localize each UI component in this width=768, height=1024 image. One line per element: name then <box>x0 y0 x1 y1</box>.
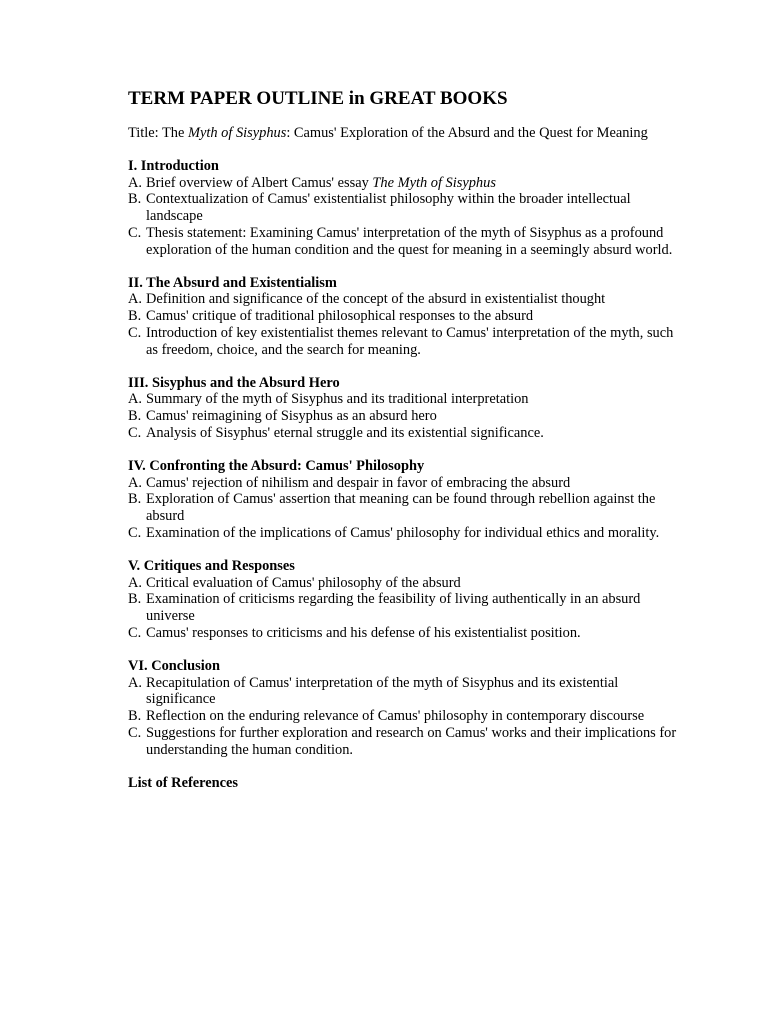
section-confronting-absurd <box>128 458 688 542</box>
section-heading: III. Sisyphus and the Absurd Hero <box>128 374 340 391</box>
outline-item <box>128 725 688 759</box>
item-text <box>146 175 688 192</box>
section-conclusion <box>128 658 688 759</box>
outline-item <box>128 675 688 709</box>
item-text: Reflection on the enduring relevance of Camus' philosophy in contemporary discourse <box>146 708 645 725</box>
item-letter: A. <box>128 391 142 408</box>
item-letter: B. <box>128 491 142 508</box>
item-letter: B. <box>128 591 142 608</box>
paper-title <box>128 125 688 142</box>
section-heading: V. Critiques and Responses <box>128 557 295 574</box>
item-text: Analysis of Sisyphus' eternal struggle and its existential significance. <box>146 424 544 441</box>
outline-item <box>128 425 688 442</box>
item-letter: A. <box>128 574 142 591</box>
outline-item <box>128 491 688 525</box>
item-letter: C. <box>128 724 142 741</box>
item-text: Examination of the implications of Camus' philosophy for individual ethics and morality. <box>146 524 660 541</box>
item-letter: B. <box>128 708 142 725</box>
item-letter: A. <box>128 674 142 691</box>
item-text: Definition and significance of the concept of the absurd in existentialist thought <box>146 291 606 308</box>
paper-title-prefix: Title: The <box>128 125 188 141</box>
item-letter: C. <box>128 624 142 641</box>
paper-title-italic: Myth of Sisyphus <box>187 125 287 141</box>
item-letter: B. <box>128 408 142 425</box>
outline-item <box>128 308 688 325</box>
paper-title-suffix: : Camus' Exploration of the Absurd and the Quest for Meaning <box>286 125 648 141</box>
section-absurd-existentialism <box>128 275 688 359</box>
item-text: Introduction of key existentialist themes relevant to Camus' interpretation of the myth, such as freedom, choice, and the search for meaning. <box>146 324 674 358</box>
item-text: Thesis statement: Examining Camus' interpretation of the myth of Sisyphus as a profound exploration of the human condition and the quest for meaning in a seemingly absurd world. <box>146 224 673 258</box>
item-letter: B. <box>128 308 142 325</box>
section-sisyphus-hero <box>128 375 688 442</box>
references-heading: List of References <box>128 774 239 791</box>
item-letter: A. <box>128 474 142 491</box>
item-text: Suggestions for further exploration and research on Camus' works and their implications for understanding the human condition. <box>146 724 677 758</box>
outline-item <box>128 591 688 625</box>
outline-item <box>128 625 688 642</box>
item-text: Recapitulation of Camus' interpretation of the myth of Sisyphus and its existential significance <box>146 674 619 708</box>
section-heading: I. Introduction <box>128 157 219 174</box>
item-text: Examination of criticisms regarding the feasibility of living authentically in an absurd universe <box>146 591 641 625</box>
outline-item <box>128 525 688 542</box>
item-letter: B. <box>128 191 142 208</box>
outline-item <box>128 408 688 425</box>
section-heading: VI. Conclusion <box>128 657 220 674</box>
item-letter: C. <box>128 324 142 341</box>
outline-item <box>128 225 688 259</box>
item-text: Exploration of Camus' assertion that meaning can be found through rebellion against the absurd <box>146 491 656 525</box>
item-text: Contextualization of Camus' existentialist philosophy within the broader intellectual landscape <box>146 191 631 225</box>
outline-item <box>128 175 688 192</box>
item-text: Camus' rejection of nihilism and despair in favor of embracing the absurd <box>146 474 571 491</box>
section-introduction <box>128 158 688 259</box>
item-text: Camus' critique of traditional philosophical responses to the absurd <box>146 308 534 325</box>
outline-item <box>128 325 688 359</box>
section-critiques-responses <box>128 558 688 642</box>
outline-item <box>128 475 688 492</box>
item-letter: A. <box>128 174 142 191</box>
item-text: Summary of the myth of Sisyphus and its traditional interpretation <box>146 391 529 408</box>
outline-item <box>128 575 688 592</box>
item-letter: A. <box>128 291 142 308</box>
item-letter: C. <box>128 424 142 441</box>
section-heading: IV. Confronting the Absurd: Camus' Philosophy <box>128 457 425 474</box>
item-text-italic: The Myth of Sisyphus <box>372 174 496 191</box>
outline-item <box>128 708 688 725</box>
outline-item <box>128 291 688 308</box>
document-heading: TERM PAPER OUTLINE in GREAT BOOKS <box>128 88 508 109</box>
item-letter: C. <box>128 224 142 241</box>
item-text-plain: Brief overview of Albert Camus' essay <box>146 174 373 191</box>
outline-item <box>128 391 688 408</box>
section-heading: II. The Absurd and Existentialism <box>128 274 337 291</box>
item-text: Camus' responses to criticisms and his defense of his existentialist position. <box>146 624 581 641</box>
item-text: Critical evaluation of Camus' philosophy of the absurd <box>146 574 461 591</box>
outline-item <box>128 191 688 225</box>
document-page <box>128 88 688 791</box>
item-text: Camus' reimagining of Sisyphus as an absurd hero <box>146 408 437 425</box>
item-letter: C. <box>128 524 142 541</box>
